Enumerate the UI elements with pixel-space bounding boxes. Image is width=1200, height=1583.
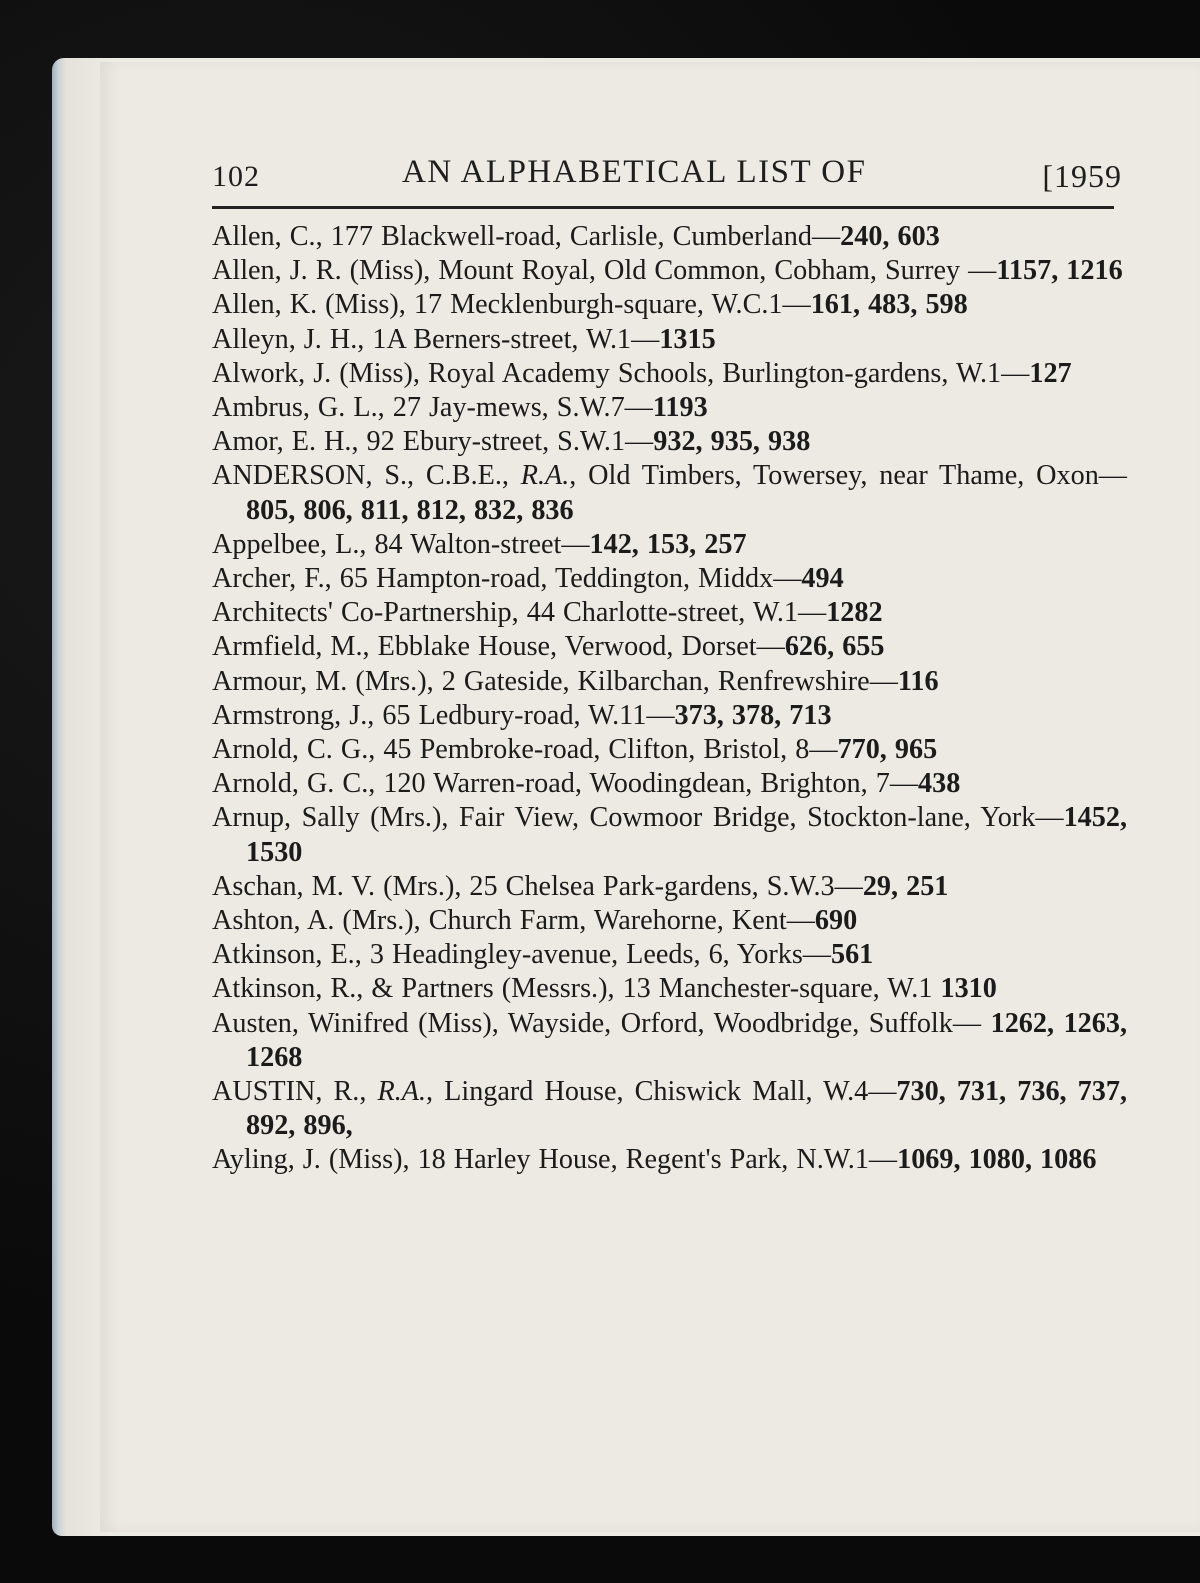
page-number: 102	[212, 160, 260, 193]
entry-catalogue-numbers: 1262, 1263, 1268	[246, 1007, 1128, 1073]
entry-catalogue-numbers: 1157, 1216	[996, 255, 1123, 287]
entry-address: Ashton, A. (Mrs.), Church Farm, Warehorne, Kent—	[212, 905, 815, 937]
list-item	[212, 459, 1127, 527]
entry-catalogue-numbers: 730, 731, 736, 737, 892, 896,	[246, 1076, 1128, 1142]
entry-address: Amor, E. H., 92 Ebury-street, S.W.1—	[212, 426, 654, 458]
entry-address: Ayling, J. (Miss), 18 Harley House, Regent's Park, N.W.1—	[212, 1144, 898, 1176]
entry-address: Archer, F., 65 Hampton-road, Teddington, Middx—	[212, 563, 802, 595]
entry-address: Armstrong, J., 65 Ledbury-road, W.11—	[212, 699, 675, 731]
entry-honour: R.A.	[377, 1076, 427, 1108]
entry-catalogue-numbers: 29, 251	[862, 870, 949, 902]
list-item	[212, 870, 1127, 904]
entry-name: ANDERSON, S., C.B.E.,	[212, 460, 521, 492]
entry-address: Aschan, M. V. (Mrs.), 25 Chelsea Park-gardens, S.W.3—	[212, 870, 863, 902]
list-item	[212, 767, 1127, 801]
entry-address: Arnup, Sally (Mrs.), Fair View, Cowmoor Bridge, Stockton-lane, York—	[212, 802, 1064, 834]
list-item	[212, 323, 1127, 357]
entry-address: Appelbee, L., 84 Walton-street—	[212, 528, 590, 560]
list-item	[212, 665, 1127, 699]
entry-catalogue-numbers: 116	[897, 665, 939, 697]
entry-catalogue-numbers: 1193	[652, 392, 708, 424]
header-rule	[212, 206, 1114, 209]
entry-catalogue-numbers: 240, 603	[840, 221, 940, 252]
list-item	[212, 528, 1127, 562]
entry-catalogue-numbers: 561	[830, 939, 874, 971]
list-item	[212, 288, 1127, 322]
entry-catalogue-numbers: 805, 806, 811, 812, 832, 836	[246, 494, 574, 526]
entry-name: AUSTIN, R.,	[212, 1076, 378, 1108]
entry-address: Ambrus, G. L., 27 Jay-mews, S.W.7—	[212, 392, 653, 424]
entry-address: Architects' Co-Partnership, 44 Charlotte-street, W.1—	[212, 597, 827, 629]
entry-catalogue-numbers: 932, 935, 938	[653, 426, 811, 458]
entry-address: Arnold, G. C., 120 Warren-road, Woodingdean, Brighton, 7—	[212, 768, 919, 800]
entry-catalogue-numbers: 161, 483, 598	[810, 289, 968, 321]
entry-address: Alleyn, J. H., 1A Berners-street, W.1—	[212, 323, 660, 355]
entry-address: Armour, M. (Mrs.), 2 Gateside, Kilbarchan, Renfrewshire—	[212, 665, 898, 697]
entry-address: , Old Timbers, Towersey, near Thame, Oxon—	[569, 460, 1127, 492]
year-marker: [1959	[1042, 158, 1122, 194]
entry-address: , Lingard House, Chiswick Mall, W.4—	[426, 1076, 897, 1108]
entry-catalogue-numbers: 626, 655	[784, 631, 885, 663]
list-item	[212, 220, 1127, 254]
entry-address: Atkinson, R., & Partners (Messrs.), 13 Manchester-square, W.1	[212, 973, 941, 1005]
entry-list	[212, 220, 1127, 1178]
entry-catalogue-numbers: 142, 153, 257	[589, 528, 747, 560]
list-item	[212, 904, 1127, 938]
entry-catalogue-numbers: 373, 378, 713	[674, 699, 832, 731]
entry-catalogue-numbers: 494	[801, 563, 844, 595]
list-item	[212, 801, 1127, 869]
list-item	[212, 596, 1127, 630]
entry-address: Arnold, C. G., 45 Pembroke-road, Clifton, Bristol, 8—	[212, 734, 838, 766]
entry-catalogue-numbers: 1310	[940, 973, 997, 1005]
entry-address: Austen, Winifred (Miss), Wayside, Orford, Woodbridge, Suffolk—	[212, 1007, 991, 1039]
list-item	[212, 1143, 1127, 1177]
list-item	[212, 699, 1127, 733]
list-item	[212, 254, 1127, 288]
list-item	[212, 1007, 1127, 1075]
list-item	[212, 391, 1127, 425]
list-item	[212, 972, 1127, 1006]
entry-address: Armfield, M., Ebblake House, Verwood, Dorset—	[212, 631, 785, 663]
list-item	[212, 630, 1127, 664]
page-header	[212, 150, 1122, 200]
list-item	[212, 357, 1127, 391]
entry-address: Alwork, J. (Miss), Royal Academy Schools, Burlington-gardens, W.1—	[212, 357, 1030, 389]
running-title: AN ALPHABETICAL LIST OF	[402, 154, 867, 190]
entry-catalogue-numbers: 127	[1029, 357, 1072, 389]
entry-address: Allen, K. (Miss), 17 Mecklenburgh-square, W.C.1—	[212, 289, 811, 321]
entry-catalogue-numbers: 1315	[659, 323, 716, 355]
entry-catalogue-numbers: 1452, 1530	[246, 802, 1127, 868]
list-item	[212, 1075, 1127, 1143]
entry-address: Allen, J. R. (Miss), Mount Royal, Old Common, Cobham, Surrey —	[212, 255, 997, 287]
entry-catalogue-numbers: 770, 965	[837, 734, 938, 766]
list-item	[212, 733, 1127, 767]
entry-catalogue-numbers: 1282	[826, 597, 883, 629]
entry-catalogue-numbers: 690	[814, 905, 858, 937]
list-item	[212, 562, 1127, 596]
list-item	[212, 425, 1127, 459]
entry-address: Atkinson, E., 3 Headingley-avenue, Leeds, 6, Yorks—	[212, 939, 831, 971]
list-item	[212, 938, 1127, 972]
entry-catalogue-numbers: 438	[918, 768, 961, 800]
entry-address: Allen, C., 177 Blackwell-road, Carlisle, Cumberland—	[212, 221, 841, 252]
entry-catalogue-numbers: 1069, 1080, 1086	[897, 1144, 1097, 1176]
entry-honour: R.A.	[520, 460, 570, 492]
